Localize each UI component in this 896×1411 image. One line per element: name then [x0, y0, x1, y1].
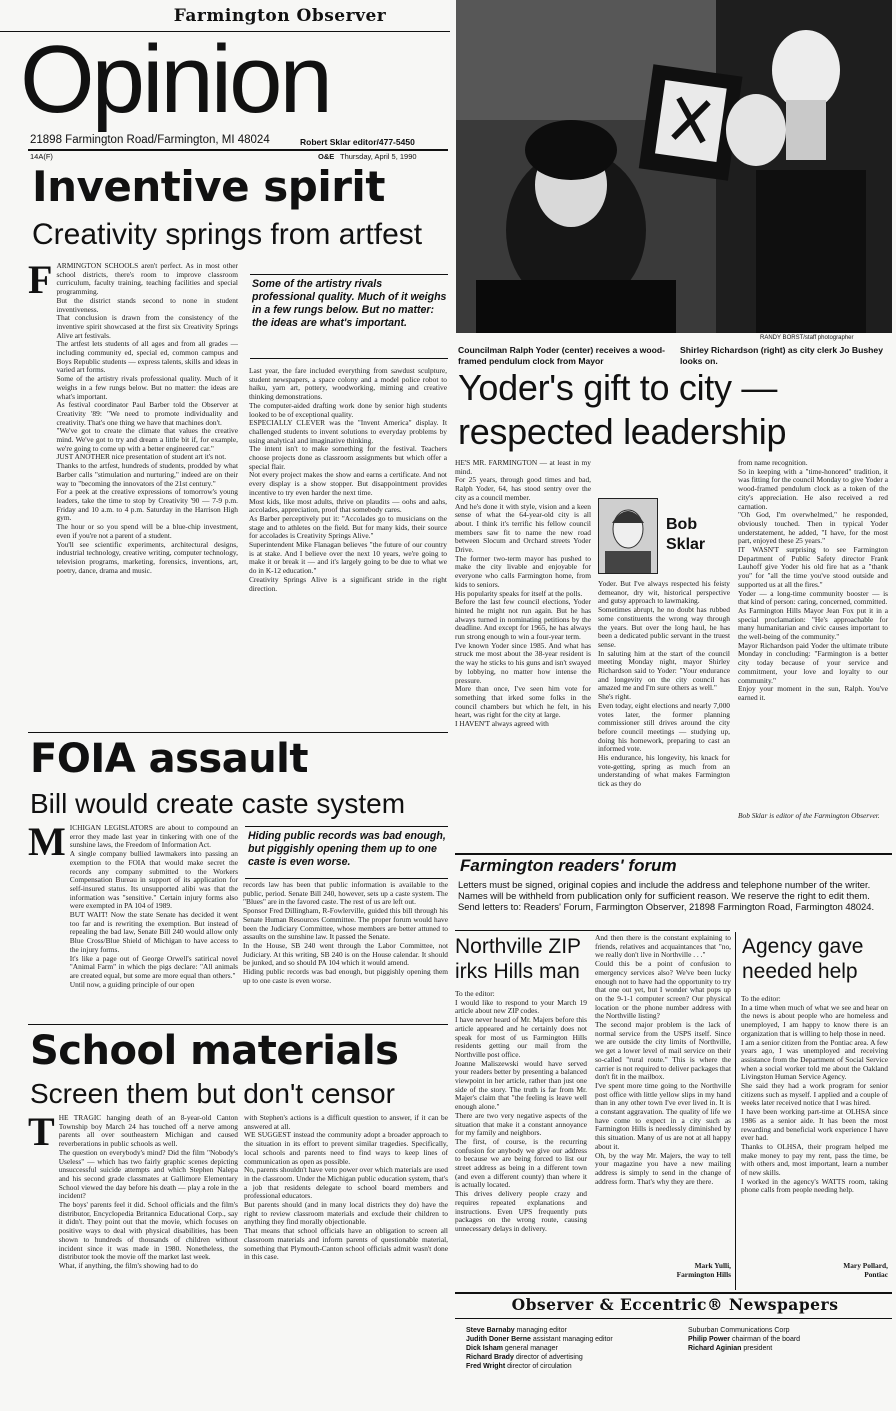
staff-row: Judith Doner Berne assistant managing editor — [466, 1336, 613, 1343]
paper-address: 21898 Farmington Road/Farmington, MI 48024 — [30, 134, 270, 146]
letter2-signature-name: Mary Pollard, — [843, 1262, 888, 1270]
foia-col1-text: ICHIGAN LEGISLATORS are about to compound an error they made last year in tinkering with one of the sunshine laws, the Freedom of Information Act. A single company bullied lawmakers into passing an exemption to the FOIA that would make secret the records any company submitted to the Workers Compensation Bureau in support of its application for self-insured status. Its unsupported alibi was that the information was "sensitive." Certain injury forms also were exempted in PA 104 of 1989. BUT WAIT! Now the state Senate has decided it went too far and is rewriting the exemption. But instead of repealing the bad law, Senate Bill 240 would allow only Blue Cross/Blue Shield of Michigan to have access to the injury forms. It's like a page out of George Orwell's satirical novel "Animal Farm" in which the pigs declare: "All animals are created equal, but some are more equal than others." Until now, a guiding principle of our open — [69, 824, 238, 989]
foia-quote-rule-top — [245, 826, 448, 827]
issue-date: Thursday, April 5, 1990 — [340, 152, 417, 161]
yoder-headline-line2: respected leadership — [458, 411, 787, 452]
council-photo — [456, 0, 892, 333]
columnist-portrait — [599, 499, 657, 573]
corp-name: Suburban Communications Corp — [688, 1327, 790, 1334]
photo-caption-left: Councilman Ralph Yoder (center) receives a wood-framed pendulum clock from Mayor — [458, 345, 665, 366]
letter1-col1-text: To the editor: I would like to respond to your March 19 article about new ZIP codes. I have never heard of Mr. Majers before this article appeared and he certainly does not speak for most of us Farmington Hills residents getting our mail from the Northville post office. Joanne Maliszewski would have served your readers better by presenting a balanced viewpoint in her article, rather than just one side of the story. The truth is far from Mr. Majer's claim that "the feeling is leave well enough alone." There are two very negative aspects of the situation that make it a constant annoyance for my family and neighbors. The first, of course, is the recurring confusion for anybody we give our address to because we are being forced to list our street address as being in a different town (and even a different county) than where it is actually located. This drives delivery people crazy and requires repeated explanations and instructions. Even UPS frequently puts packages on the wrong route, causing unnecessary delays in delivery. — [455, 990, 587, 1233]
letter1-rule — [455, 930, 730, 931]
foia-quote-rule-bottom — [245, 878, 448, 879]
photo-illustration — [456, 0, 892, 333]
yoder-col3-text: from name recognition. So in keeping with a "time-honored" tradition, it was fitting for the council Monday to give Yoder a wood-framed pendulum clock as a token of the city's appreciation. He also received a red carnation. "Oh God, I'm overwhelmed," he responded, obviously touched. Then in typical Yoder understatement, he added, "I have, for the most part, enjoyed these 25 years." IT WASN'T surprising to see Farmington Department of Public Safety director Frank Lauhoff give Yoder his old fire hat as a "thank you" for "all the time you've stood outside and supported us at all the fires." Yoder — a long-time community booster — is that kind of person: caring, concerned, committed. As Farmington Hills Mayor Jean Fox put it in a special proclamation: "He's approachable for many humanitarian and civic causes important to the well-being of the community." Mayor Richardson paid Yoder the ultimate tribute Monday in concluding: "Farmington is a better city today because of your service and commitment, your love and loyalty to our community." Enjoy your moment in the sun, Ralph. You've earned it. — [738, 459, 888, 702]
yoder-col1-text: HE'S MR. FARMINGTON — at least in my mind. For 25 years, through good times and bad, Ralph Yoder, 64, has stood sentry over the city as a council member. And he's done it with style, vision and a keen sense of what the 64-year-old city is all about. I think it's terrific his fellow council members saw fit to name the new road between Slocum and Orchard streets Yoder Drive. The former two-term mayor has pushed to make the city livable and enjoyable for everyone who calls Farmington home, from kids to seniors. His popularity speaks for itself at the polls. Before the last few council elections, Yoder hinted he might not run again. But he has always turned in nominating petitions by the deadline. And except for 1965, he has always run strong enough to win a four-year term. I've known Yoder since 1985. And what has struck me most about the 38-year resident is the way he sticks to his guns and isn't swayed by lobbying, no matter how intense the pressure. More than once, I've seen him vote for something that irked some folks in the council chambers but which he felt, in his heart, was right for the city at large. I HAVEN'T always agreed with — [455, 459, 591, 729]
foia-headline: FOIA assault — [30, 736, 309, 782]
staff-row: Richard Aginian president — [688, 1345, 773, 1352]
photo-credit: RANDY BORST/staff photographer — [760, 335, 854, 341]
footer-banner: Observer & Eccentric® Newspapers — [511, 1295, 839, 1314]
letter2-text: To the editor: In a time when much of what we see and hear on the news is about people who are homeless and unemployed, I am happy to know there is an organization that is willing to help those in need. I am a senior citizen from the Pontiac area. A few years ago, I was unemployed and receiving assistance from the Department of Social Service when a social worker told me about the Oakland Livingston Human Service Agency. She said they had a work program for senior citizens such as myself. I applied and a couple of weeks later received notice that I was hired. I have been working part-time at OLHSA since 1986 as a senior aide. It has been the most rewarding and beneficial work experience I have ever had. Thanks to OLHSA, their program helped me make money to pay my rent, pass the time, be with others and, most important, learn a number of new skills. I worked in the agency's WATTS room, taking phone calls from people needing help. — [741, 995, 888, 1195]
masthead-rule — [28, 149, 448, 151]
columnist-mug — [598, 498, 658, 574]
pull-quote-rule-top — [250, 274, 448, 275]
letter1-headline-line2: irks Hills man — [455, 960, 580, 983]
staff-row: Richard Brady director of advertising — [466, 1354, 583, 1361]
inventive-col2-text: Last year, the fare included everything from sawdust sculpture, student newspapers, a space colony and a model police robot to haiku, yarn art, pottery, woodworking, miming and creative thinking demonstrations. The computer-aided drafting work done by senior high students looked to be of exceptional quality. ESPECIALLY CLEVER was the "Invent America" display. It challenged students to invent solutions to everyday problems by using analytical and imaginative thinking. The intent isn't to make something for the festival. Teachers choose projects done as classroom assignments but which offer a special flair. Not every project makes the show and earns a certificate. And not every display is a show stopper. But disappointment provides incentive to try even harder the next time. Most kids, like most adults, thrive on plaudits — oohs and aahs, accolades, appreciation, proof that somebody cares. As Barber perceptively put it: "Accolades go to musicians on the stage and to athletes on the field. But for many kids, their source for accolades is Creativity Springs Alive." Superintendent Mike Flanagan believes "the future of our country is at stake. And I believe over the next 10 years, we're going to make it or break it — and it's largely going to be due to what we do in K-12 education." Creativity Springs Alive is a significant stride in the right direction. — [249, 367, 447, 593]
letter2-headline-line2: needed help — [742, 960, 858, 983]
letter1-headline-line1: Northville ZIP — [455, 935, 582, 958]
letter2-signature-place: Pontiac — [864, 1271, 888, 1279]
yoder-col2-text: Yoder. But I've always respected his feisty demeanor, dry wit, historical perspective and gutsy approach to lawmaking. Sometimes abrupt, he no doubt has rubbed some constituents the wrong way through the years. But over the long haul, he has been a dedicated public servant in the truest sense. In saluting him at the start of the council meeting Monday night, mayor Shirley Richardson said to Yoder: "Your endurance and longevity on the city council has amazed me and I'm sure others as well." She's right. Even today, eight elections and nearly 7,000 votes later, the former planning commissioner still drives around the city before council meetings — studying up, doing his homework, preparing to cast an informed vote. His endurance, his longevity, his knack for vote-getting, spring as much from an understanding of what makes Farmington tick as they do — [598, 580, 730, 789]
editor-contact: Robert Sklar editor/477-5450 — [300, 137, 415, 147]
letter2-headline-line1: Agency gave — [742, 935, 864, 958]
school-dropcap: T — [28, 1109, 55, 1154]
yoder-bio: Bob Sklar is editor of the Farmington Observer. — [738, 812, 880, 820]
inventive-headline: Inventive spirit — [32, 162, 385, 211]
columnist-last-name: Sklar — [666, 536, 706, 553]
letter-divider — [735, 932, 736, 1290]
forum-rule — [455, 853, 892, 855]
letter1-col2-text: And then there is the constant explaining to friends, relatives and acquaintances that "no, we really don't live in Northville . . ." Could this be a point of confusion to emergency services also? We've been lucky enough not to have had the opportunity to try that one out yet, but I wonder what pops up on the 9-1-1 computer screen? Our physical location or the phone number address with the Northville listing? The second major problem is the lack of normal service from the USPS itself. Since we are outside the city limits of Northville, we get a lower level of mail service on their so-called "rural route." This is where the carrier is not required to deliver packages that don't fit in the mailbox. I've spent more time going to the Northville post office with little yellow slips in my hand than in any other town I've ever lived in. It is a constant aggravation. The quality of life we have come to expect in a city such as Farmington Hills is needlessly diminished by this situation. Many of us are not at all happy about it. Oh, by the way Mr. Majers, the way to tell your magazine you have a new mailing address is simply to send in the change of address form. That's why they are there. — [595, 934, 731, 1186]
footer-staff-right — [688, 1326, 888, 1353]
footer-staff-left — [466, 1326, 686, 1371]
foia-pull-quote: Hiding public records was bad enough, but piggishly opening them up to one caste is even worse. — [248, 830, 446, 868]
section-title: Opinion — [20, 26, 330, 133]
inventive-col1-text: ARMINGTON SCHOOLS aren't perfect. As in most other school districts, there's room to improve classroom curriculum, faculty training, teaching facilities and special programming. But the district stands second to none in student inventiveness. That conclusion is drawn from the consistency of the inventive spirit showcased at the first six Creativity Springs Alive art festivals. The artfest lets students of all ages and from all grades — including community ed, special ed, common campus and Boys Republic students — express talents, skills and ideas in varied art forms. Some of the artistry rivals professional quality. Much of it weighs in a few rungs below. But no matter: the ideas are what's important. As festival coordinator Paul Barber told the Observer at Creativity '89: "We need to promote individuality and creativity. That's one thing we have that machines don't. "We've got to create the climate that values the creative mind. We've got to try and dream a little bit if, for example, we're going to come up with a better engineered car." JUST ANOTHER nice presentation of student art it's not. Thanks to the artfest, hundreds of students, prodded by what Barber calls "stimulation and nurturing," indeed are on their way to "becoming the innovators of the 21st century." For a peek at the creative expressions of tomorrow's young leaders, take the time to stop by Creativity '90 — 7-9 p.m. Friday and 10 a.m. to 4 p.m. Saturday in the Harrison High gym. The hour or so you spend will be a blue-chip investment, even if you're not a parent of a student. You'll see scientific experiments, architectural designs, industrial technology, creative writing, computer technology, television programs, marketing, forensics, inventions, art, poetry, dance, drama and music. — [56, 262, 238, 575]
staff-row: Philip Power chairman of the board — [688, 1336, 801, 1343]
foia-subhead: Bill would create caste system — [30, 788, 406, 819]
school-headline: School materials — [30, 1028, 399, 1074]
foia-col2-text: records law has been that public information is available to the public, period. Senate Bill 240, however, sets up a caste system. The "Blues" are in the favored caste. The rest of us are left out. Sponsor Fred Dillingham, R-Fowlerville, guided this bill through his Senate Human Resources Committee. The proper forum would have been the Judiciary Committee, whose members are better attuned to assaults on the sunshine law. It passed the Senate. In the House, SB 240 went through the Labor Committee, not Judiciary. At this writing, SB 240 is on the House calendar. It should be junked, and so should PA 104 which it would amend. Hiding public records was bad enough, but piggishly opening them up to one caste is even worse. — [243, 881, 448, 985]
forum-header: Farmington readers' forum — [460, 856, 677, 875]
letter1-signature-place: Farmington Hills — [676, 1271, 731, 1279]
staff-row: Steve Barnaby managing editor — [466, 1327, 567, 1334]
school-col1-text: HE TRAGIC hanging death of an 8-year-old Canton Township boy March 24 has touched off a nerve among parents all over southeastern Michigan and caused reverberations in public schools as well. The question on everybody's mind? Did the film "Nobody's Useless" — which has two fairly graphic scenes depicting unsuccessful suicide attempts and which Stephen Nalepa and his second grade classmates at Gallimore Elementary School viewed the day before his death — play a role in the incident? The boys' parents feel it did. School officials and the film's distributor, Encyclopedia Britannica Educational Corp., say it didn't. They point out that the movie, which focuses on positive ways to deal with physical disabilities, has been shown to hundreds of thousands of children without incident since it was made in 1980. Nonetheless, the distributor took the movie off the market last week. What, if anything, the film's showing had to do — [58, 1114, 238, 1270]
staff-row: Fred Wright director of circulation — [466, 1363, 572, 1370]
page-number: 14A(F) — [30, 152, 53, 161]
inventive-subhead: Creativity springs from artfest — [32, 218, 423, 251]
columnist-first-name: Bob — [666, 516, 698, 533]
foia-rule — [28, 732, 448, 733]
pull-quote-rule-bottom — [250, 358, 448, 359]
paper-nameplate: Farmington Observer — [173, 6, 387, 26]
staff-row: Dick Isham general manager — [466, 1345, 558, 1352]
school-subhead: Screen them but don't censor — [30, 1078, 395, 1109]
school-col2-text: with Stephen's actions is a difficult question to answer, if it can be answered at all. WE SUGGEST instead the community adopt a broader approach to the situation in its effort to prevent similar tragedies. Specifically, local schools and parents need to find ways to keep lines of communication as open as possible. No, parents shouldn't have veto power over which materials are used in the classroom. Under the Michigan public education system, that's a job that residents delegate to school board members and professional educators. But parents should (and in many local districts they do) have the right to review classroom materials and exclude their children to anything they find morally objectionable. That means that school officials have an obligation to screen all classroom materials and inform parents of questionable material, something that Plymouth-Canton school officials admit wasn't done in this case. — [244, 1114, 448, 1262]
inventive-pull-quote: Some of the artistry rivals professional quality. Much of it weighs in a few rungs below. But no matter: the ideas are what's important. — [252, 278, 447, 329]
inventive-col1 — [28, 257, 238, 726]
footer-rule-mid — [455, 1318, 892, 1319]
school-col1 — [28, 1109, 238, 1390]
school-rule — [28, 1024, 448, 1025]
foia-dropcap: M — [28, 819, 66, 864]
edition-label: O&E — [318, 152, 335, 161]
letter1-signature-name: Mark Yulli, — [694, 1262, 731, 1270]
forum-intro: Letters must be signed, original copies and include the address and telephone number of the writer. Names will be withheld from publication only for sufficient reason. We reserve the right to edit them. Send letters to: Readers' Forum, Farmington Observer, 21898 Farmington Road, Farmington 48024. — [458, 879, 875, 912]
yoder-headline-line1: Yoder's gift to city — — [458, 367, 778, 408]
photo-caption-right: Shirley Richardson (right) as city clerk Jo Bushey looks on. — [680, 345, 883, 366]
inventive-dropcap: F — [28, 257, 53, 302]
footer-rule-top — [455, 1292, 892, 1294]
